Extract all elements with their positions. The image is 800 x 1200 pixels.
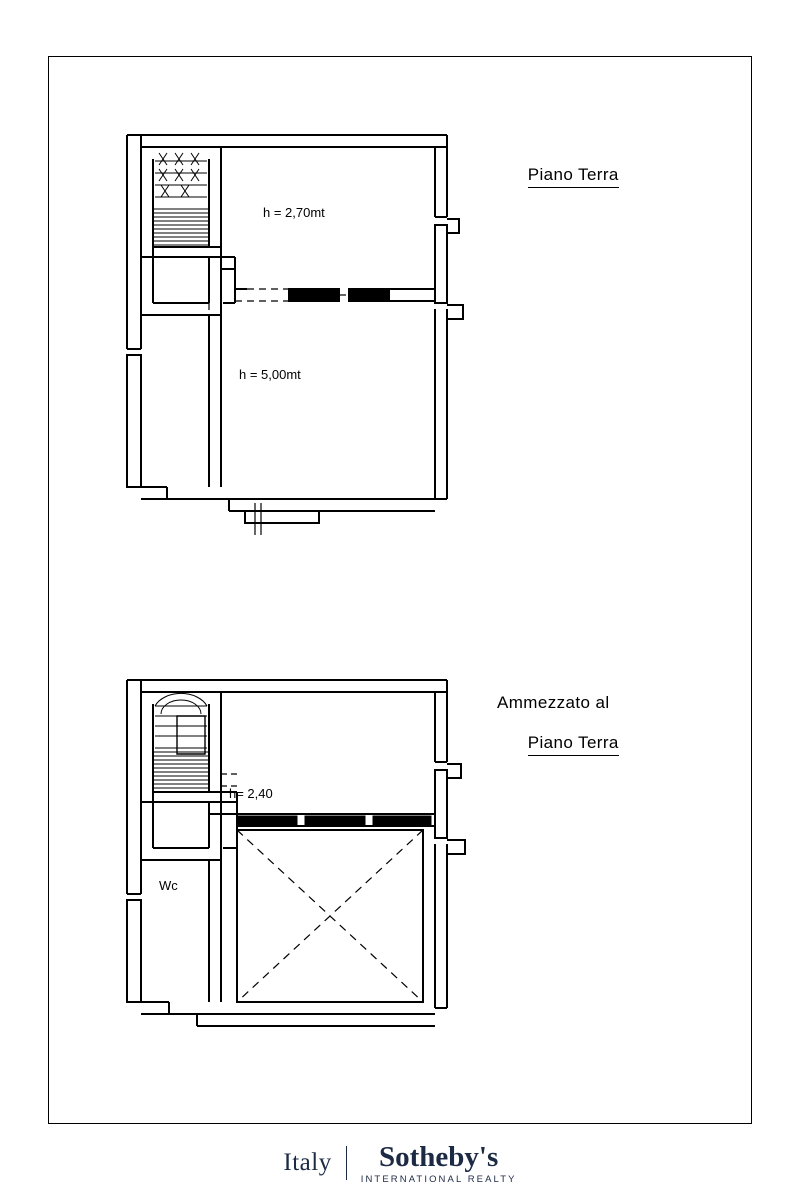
plan-title-mezzanine bbox=[497, 653, 619, 776]
floor-plan-mezzanine bbox=[49, 602, 753, 1062]
footer-branding bbox=[0, 1126, 800, 1200]
annotation-room-wc: Wc bbox=[159, 878, 178, 893]
plan-title-ground bbox=[497, 145, 619, 208]
brand-international-realty-label: INTERNATIONAL REALTY bbox=[360, 1173, 517, 1185]
plan-title-mezzanine-line2: Piano Terra bbox=[528, 733, 619, 756]
plan-title-mezzanine-line1: Ammezzato al bbox=[497, 693, 610, 712]
plan-sheet-frame bbox=[48, 56, 752, 1124]
annotation-height-270: h = 2,70mt bbox=[263, 205, 325, 220]
floor-plan-ground bbox=[49, 57, 753, 577]
annotation-height-500: h = 5,00mt bbox=[239, 367, 301, 382]
brand-divider bbox=[346, 1146, 347, 1180]
brand-sothebys-label: Sotheby's bbox=[379, 1140, 499, 1173]
brand-sothebys-block bbox=[361, 1142, 517, 1185]
annotation-height-240: h= 2,40 bbox=[229, 786, 273, 801]
plan-title-ground-text: Piano Terra bbox=[528, 165, 619, 188]
brand-lockup bbox=[283, 1142, 516, 1185]
brand-italy-label: Italy bbox=[283, 1149, 332, 1176]
